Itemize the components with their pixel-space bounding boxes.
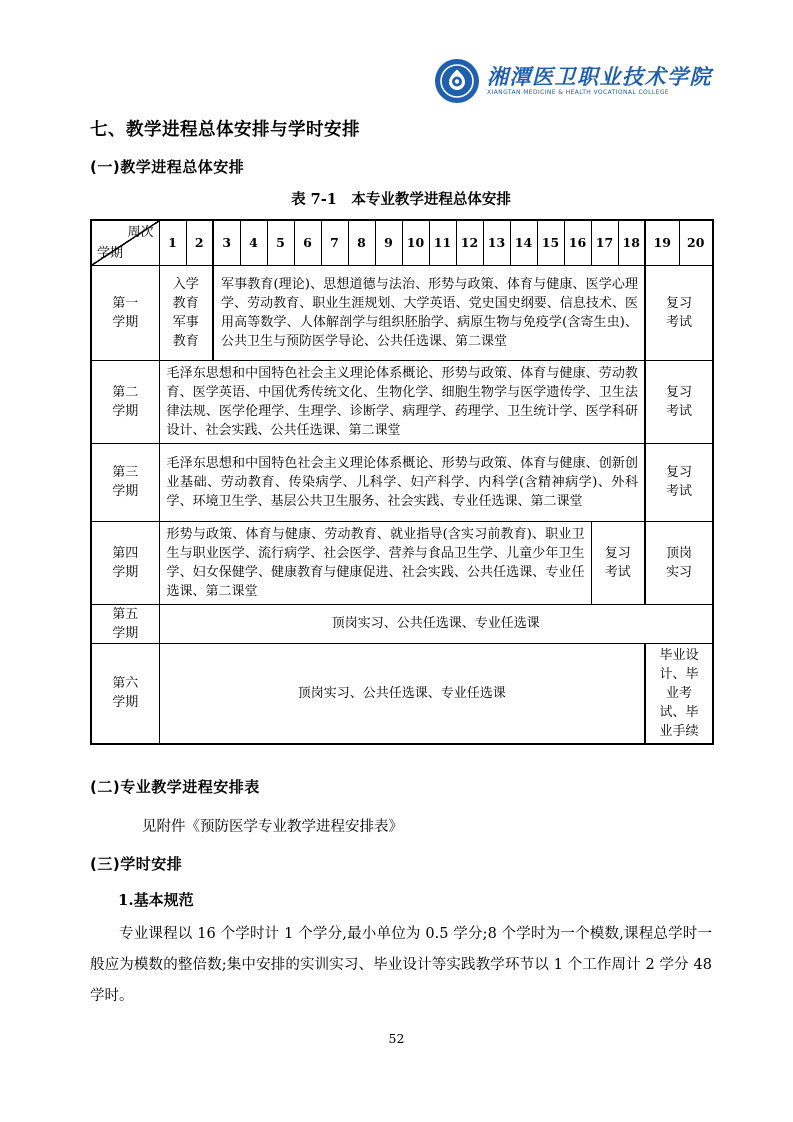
section-heading: 七、教学进程总体安排与学时安排 xyxy=(90,120,360,140)
review-exam-cell: 复习 考试 xyxy=(645,265,713,360)
week-col-14: 14 xyxy=(510,220,537,265)
semester-label-6: 第六 学期 xyxy=(91,643,159,744)
corner-weeks-label: 周次 xyxy=(127,225,154,240)
semester-1-courses-cell: 军事教育(理论)、思想道德与法治、形势与政策、体育与健康、医学心理学、劳动教育、职业生涯规划、大学英语、党史国史纲要、信息技术、医用高等数学、人体解剖学与组织胚胎学、病原生物与免疫学(含寄生虫)、公共卫生与预防医学导论、公共任选课、第二课堂 xyxy=(213,265,645,360)
semester-row-4 xyxy=(91,521,713,604)
week-col-3: 3 xyxy=(213,220,240,265)
week-header-row xyxy=(91,220,713,265)
college-emblem-icon xyxy=(434,58,480,104)
credit-hours-paragraph: 专业课程以 16 个学时计 1 个学分,最小单位为 0.5 学分;8 个学时为一个模数,课程总学时一般应为模数的整倍数;集中安排的实训实习、毕业设计等实践教学环节以 1 个工作周计 2 学分 48 学时。 xyxy=(90,925,712,1004)
week-col-20: 20 xyxy=(679,220,713,265)
week-col-10: 10 xyxy=(402,220,429,265)
subsection-3-heading: (三)学时安排 xyxy=(90,854,183,873)
week-col-9: 9 xyxy=(375,220,402,265)
week-col-16: 16 xyxy=(564,220,591,265)
semester-3-courses-cell: 毛泽东思想和中国特色社会主义理论体系概论、形势与政策、体育与健康、创新创业基础、劳动教育、传染病学、儿科学、妇产科学、内科学(含精神病学)、外科学、环境卫生学、基层公共卫生服务、社会实践、专业任选课、第二课堂 xyxy=(159,443,645,521)
semester-row-6 xyxy=(91,643,713,744)
attachment-note: 见附件《预防医学专业教学进程安排表》 xyxy=(142,818,403,835)
corner-header-cell xyxy=(91,220,159,265)
semester-label-3: 第三 学期 xyxy=(91,443,159,521)
practice-electives-cell: 顶岗实习、公共任选课、专业任选课 xyxy=(159,604,713,643)
week-col-11: 11 xyxy=(429,220,456,265)
review-exam-cell: 复习 考试 xyxy=(645,360,713,443)
week-col-4: 4 xyxy=(240,220,267,265)
college-name-en: XIANGTAN MEDICINE & HEALTH VOCATIONAL COLLEGE xyxy=(487,89,670,96)
semester-row-2 xyxy=(91,360,713,443)
week-col-6: 6 xyxy=(294,220,321,265)
enrollment-military-education-cell: 入学 教育 军事 教育 xyxy=(159,265,213,360)
graduation-cell: 毕业设 计、毕 业考 试、毕 业手续 xyxy=(645,643,713,744)
week-col-15: 15 xyxy=(537,220,564,265)
semester-label-4: 第四 学期 xyxy=(91,521,159,604)
college-name-cn: 湘潭医卫职业技术学院 xyxy=(487,64,712,89)
week-col-13: 13 xyxy=(483,220,510,265)
week-col-1: 1 xyxy=(159,220,186,265)
week-col-2: 2 xyxy=(186,220,213,265)
table-caption: 表 7-1 本专业教学进程总体安排 xyxy=(291,191,511,208)
week-col-12: 12 xyxy=(456,220,483,265)
semester-label-2: 第二 学期 xyxy=(91,360,159,443)
semester-row-1 xyxy=(91,265,713,360)
teaching-schedule-table xyxy=(90,219,714,745)
review-exam-cell: 复习 考试 xyxy=(591,521,645,604)
corner-semester-label: 学期 xyxy=(97,245,124,261)
semester-row-5 xyxy=(91,604,713,643)
review-exam-cell: 复习 考试 xyxy=(645,443,713,521)
subsection-2-heading: (二)专业教学进程安排表 xyxy=(90,777,260,796)
week-col-17: 17 xyxy=(591,220,618,265)
week-col-18: 18 xyxy=(618,220,645,265)
page-number: 52 xyxy=(388,1031,405,1046)
week-col-7: 7 xyxy=(321,220,348,265)
post-practice-cell: 顶岗 实习 xyxy=(645,521,713,604)
basic-spec-title: 1.基本规范 xyxy=(118,890,194,909)
semester-4-courses-cell: 形势与政策、体育与健康、劳动教育、就业指导(含实习前教育)、职业卫生与职业医学、流行病学、社会医学、营养与食品卫生学、儿童少年卫生学、妇女保健学、健康教育与健康促进、社会实践、公共任选课、专业任选课、第二课堂 xyxy=(159,521,591,604)
week-col-19: 19 xyxy=(645,220,679,265)
semester-2-courses-cell: 毛泽东思想和中国特色社会主义理论体系概论、形势与政策、体育与健康、劳动教育、医学英语、中国优秀传统文化、生物化学、细胞生物学与医学遗传学、卫生法律法规、医学伦理学、生理学、诊断学、病理学、药理学、卫生统计学、医学科研设计、社会实践、公共任选课、第二课堂 xyxy=(159,360,645,443)
week-col-5: 5 xyxy=(267,220,294,265)
semester-row-3 xyxy=(91,443,713,521)
college-logo xyxy=(90,56,712,106)
semester-label-1: 第一 学期 xyxy=(91,265,159,360)
semester-label-5: 第五 学期 xyxy=(91,604,159,643)
week-col-8: 8 xyxy=(348,220,375,265)
subsection-1-heading: (一)教学进程总体安排 xyxy=(90,158,245,176)
practice-electives-cell: 顶岗实习、公共任选课、专业任选课 xyxy=(159,643,645,744)
